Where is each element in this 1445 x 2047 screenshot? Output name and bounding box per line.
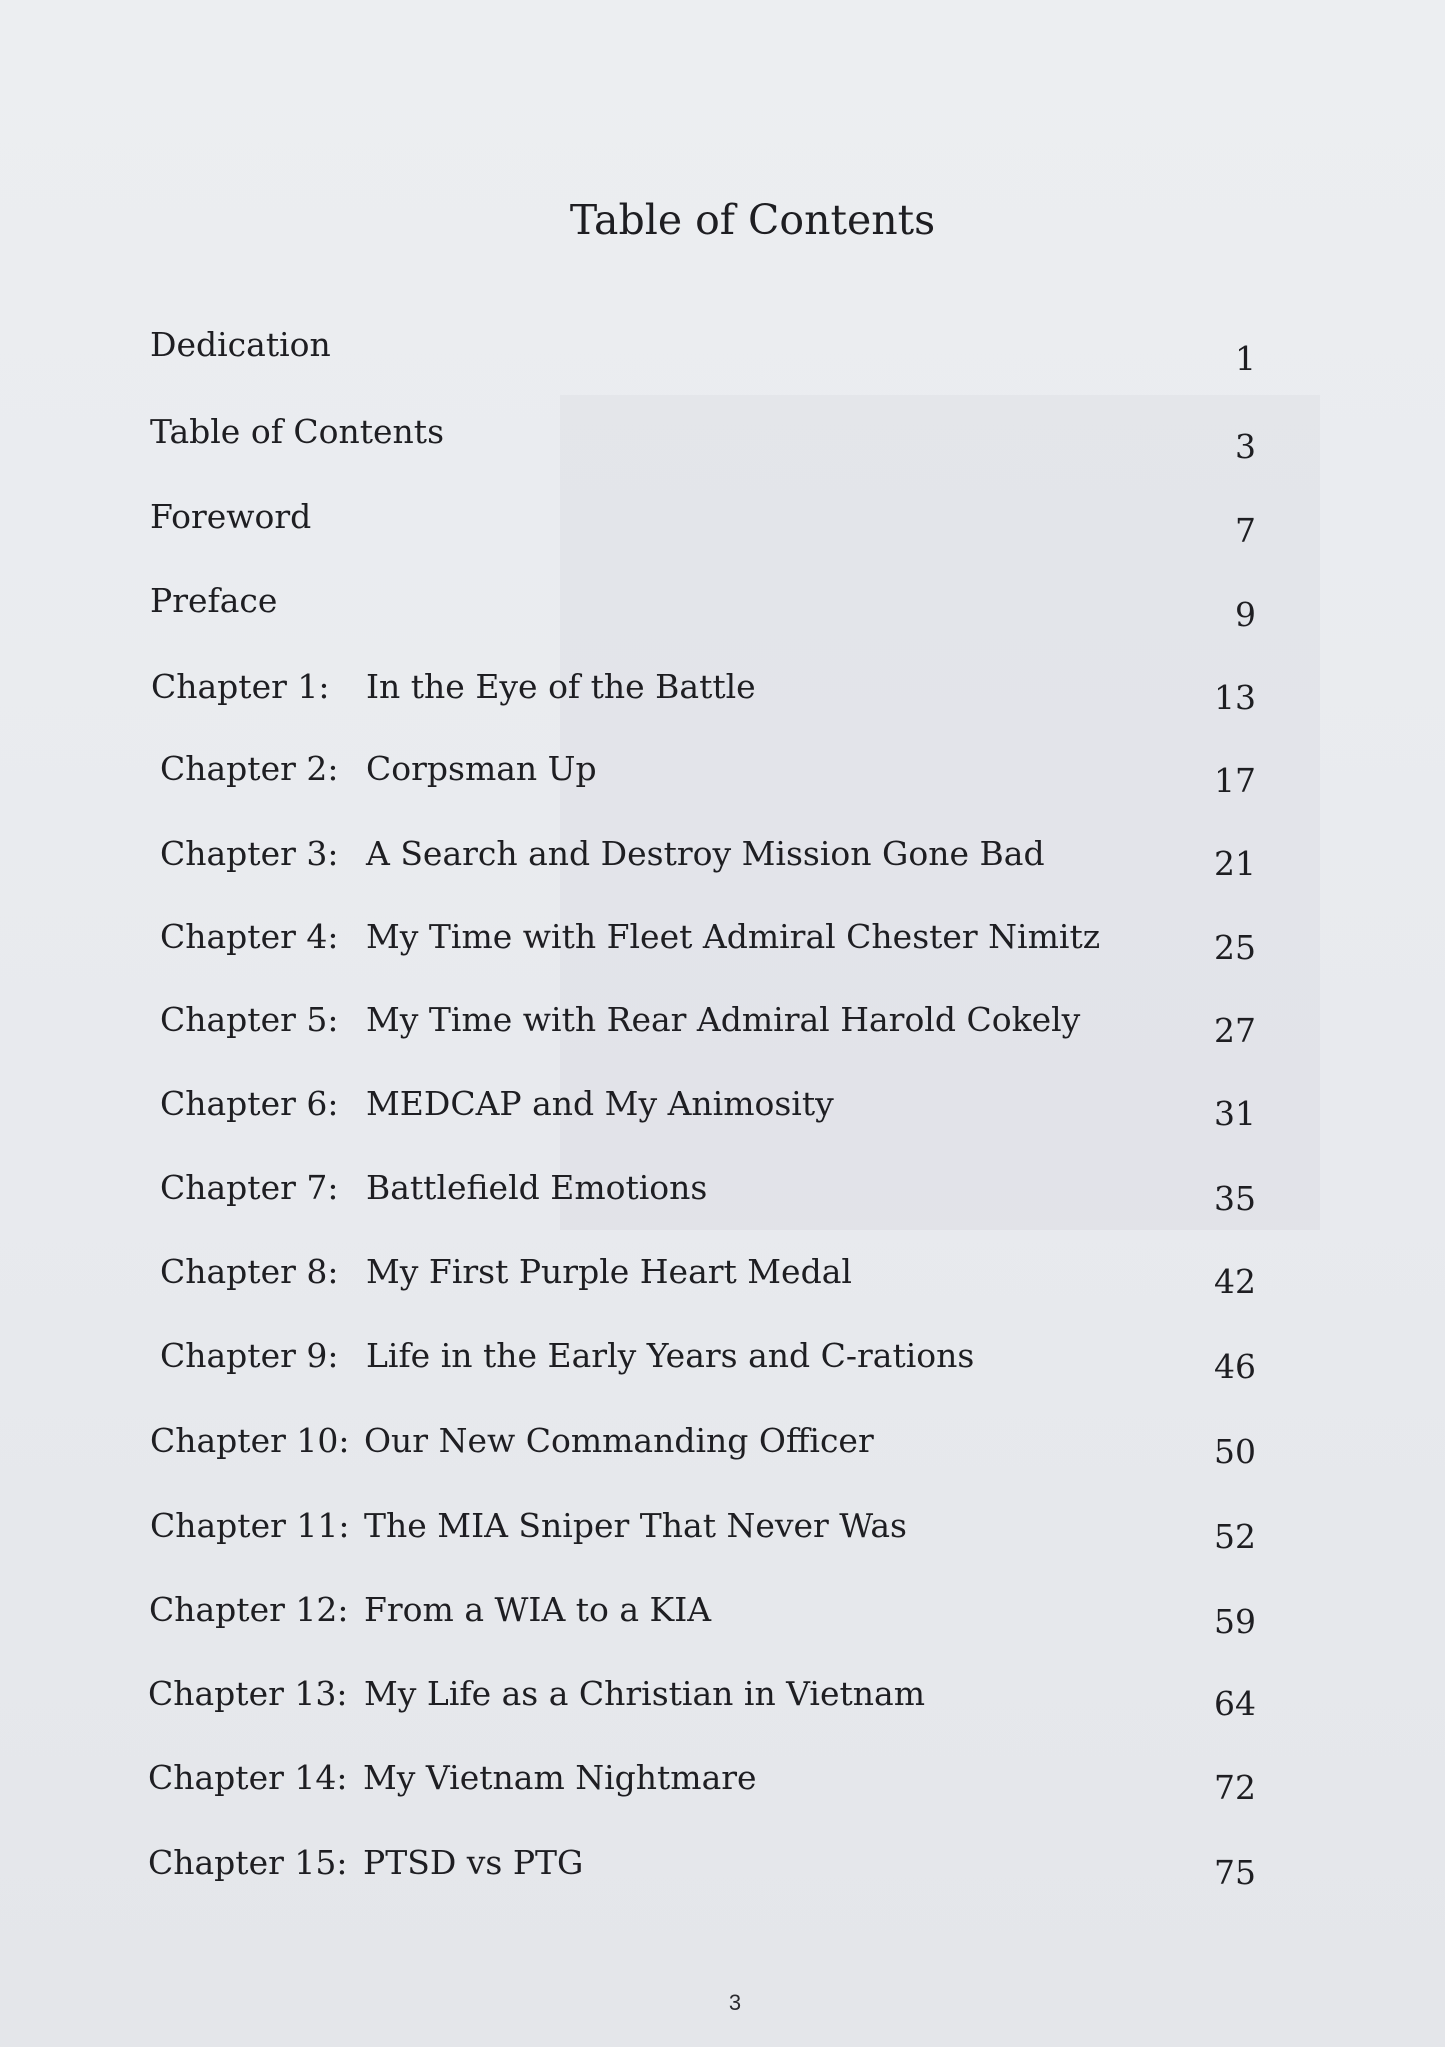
toc-entry-label: Chapter 6: [160,1084,339,1123]
toc-entry-label: Foreword [150,497,312,536]
toc-entry-page-number: 64 [1214,1684,1256,1723]
toc-entry-page-number: 7 [1235,511,1256,550]
toc-entry-label: Chapter 14: [148,1758,348,1797]
toc-entry-label: Chapter 10: [150,1421,350,1460]
toc-entry-title: PTSD vs PTG [363,1843,584,1882]
toc-entry-label: Chapter 11: [150,1506,350,1545]
toc-entry-page-number: 42 [1214,1262,1256,1301]
toc-entry-title: MEDCAP and My Animosity [366,1084,834,1123]
toc-entry-label: Chapter 3: [160,834,339,873]
toc-entry-title: In the Eye of the Battle [366,667,756,706]
toc-entry-title: From a WIA to a KIA [364,1590,712,1629]
toc-entry-title: The MIA Sniper That Never Was [364,1506,907,1545]
toc-entry-page-number: 72 [1214,1768,1256,1807]
toc-entry-label: Chapter 5: [160,1000,339,1039]
toc-entry-label: Chapter 15: [148,1843,348,1882]
toc-entry-page-number: 9 [1235,595,1256,634]
toc-entry-page-number: 46 [1214,1347,1256,1386]
toc-entry-title: My Vietnam Nightmare [363,1758,757,1797]
toc-entry-page-number: 21 [1214,844,1256,883]
toc-entry-label: Chapter 12: [149,1590,349,1629]
toc-entry-label: Chapter 2: [160,749,339,788]
toc-entry-label: Chapter 8: [160,1252,339,1291]
toc-entry-title: Life in the Early Years and C-rations [366,1336,975,1375]
toc-entry-title: A Search and Destroy Mission Gone Bad [366,834,1045,873]
toc-entry-label: Dedication [150,325,331,364]
toc-entry-label: Table of Contents [150,412,445,451]
toc-entry-page-number: 52 [1214,1517,1256,1556]
toc-entry-page-number: 50 [1214,1432,1256,1471]
toc-entry-page-number: 35 [1214,1179,1256,1218]
toc-entry-page-number: 27 [1214,1011,1256,1050]
toc-entry-label: Chapter 7: [160,1168,339,1207]
toc-entry-title: Our New Commanding Officer [364,1421,874,1460]
toc-entry-page-number: 17 [1214,761,1256,800]
toc-entry-label: Chapter 1: [151,667,330,706]
toc-entry-label: Chapter 9: [160,1336,339,1375]
toc-entry-page-number: 31 [1214,1094,1256,1133]
toc-entry-title: My Life as a Christian in Vietnam [364,1674,925,1713]
toc-entry-title: My Time with Fleet Admiral Chester Nimitz [366,917,1101,956]
toc-entry-title: My Time with Rear Admiral Harold Cokely [366,1000,1081,1039]
toc-entry-title: Battlefield Emotions [366,1168,708,1207]
toc-entry-label: Chapter 13: [148,1674,348,1713]
toc-entry-page-number: 59 [1214,1602,1256,1641]
toc-entry-label: Chapter 4: [160,917,339,956]
toc-entry-page-number: 75 [1214,1853,1256,1892]
toc-entry-label: Preface [150,581,278,620]
page-number: 3 [728,1990,742,2015]
toc-entry-title: Corpsman Up [366,749,597,788]
toc-entry-page-number: 3 [1235,427,1256,466]
page-title: Table of Contents [569,196,936,244]
toc-entry-page-number: 13 [1214,678,1256,717]
toc-entry-title: My First Purple Heart Medal [366,1252,852,1291]
toc-entry-page-number: 1 [1235,339,1256,378]
toc-entry-page-number: 25 [1214,928,1256,967]
